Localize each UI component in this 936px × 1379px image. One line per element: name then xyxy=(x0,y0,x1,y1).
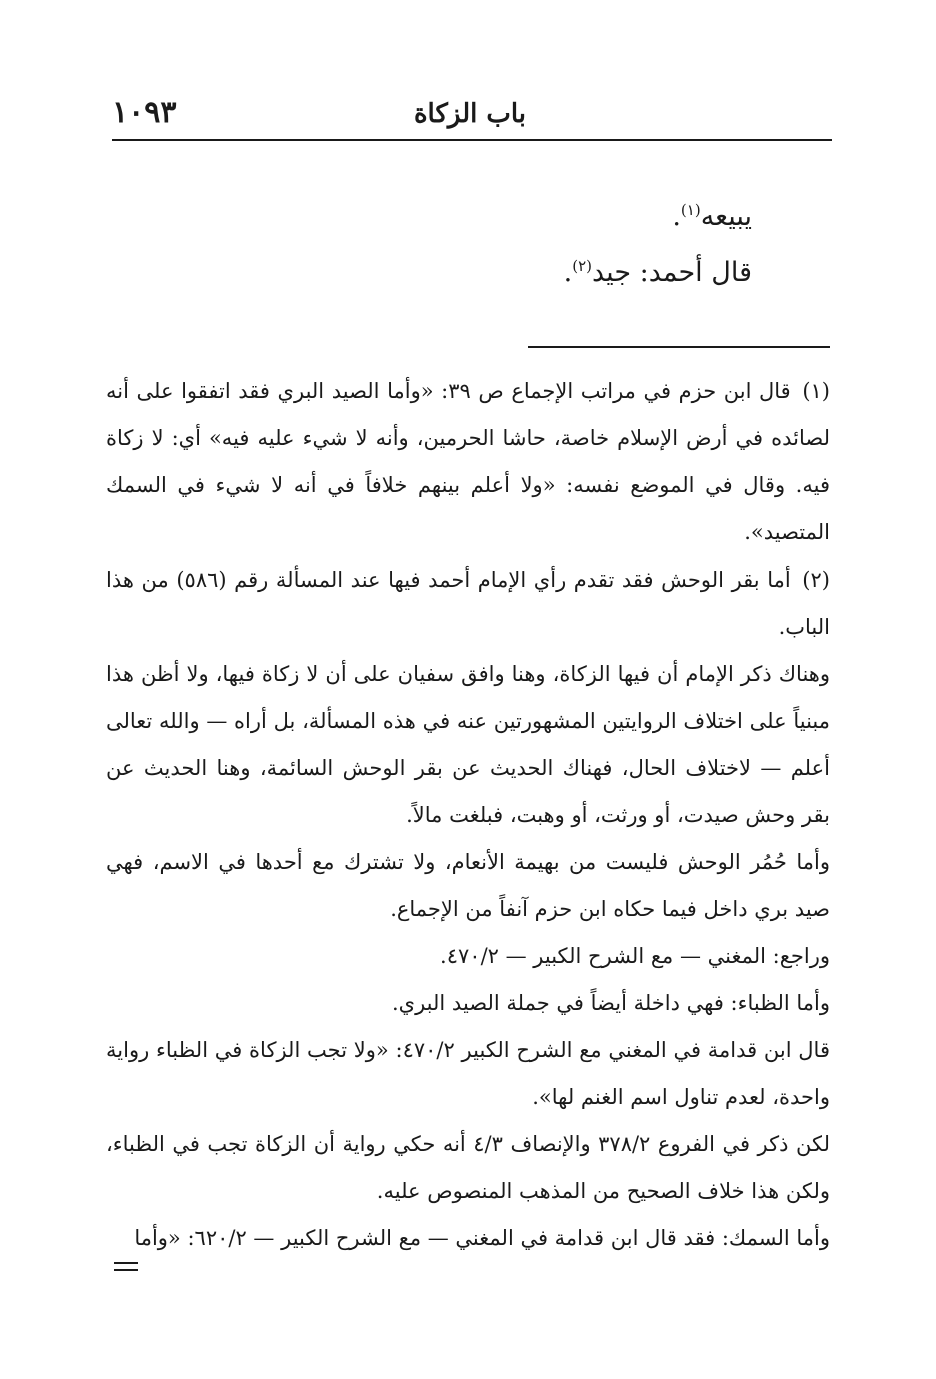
main-text-1-end: . xyxy=(672,201,681,232)
main-text-line-1 xyxy=(672,188,752,239)
footnote-1 xyxy=(106,368,830,556)
footnote-1-number: (١) xyxy=(802,379,830,403)
footnote-2-number: (٢) xyxy=(802,568,830,592)
footnote-paragraph-1: وهناك ذكر الإمام أن فيها الزكاة، وهنا وافق سفيان على أن لا زكاة فيها، ولا أظن هذا مبنياً على اختلاف الروايتين المشهورتين عنه في هذه المسألة، بل أراه — والله تعالى أعلم — لاختلاف الحال، فهناك الحديث عن بقر الوحش السائمة، وهنا الحديث عن بقر وحش صيدت، أو ورثت، أو وهبت، فبلغت مالاً. xyxy=(106,662,830,827)
main-text-1: يبيعه xyxy=(700,201,752,232)
footnote-paragraph-4: وأما الظباء: فهي داخلة أيضاً في جملة الصيد البري. xyxy=(391,991,830,1015)
footnote-paragraph-2: وأما حُمُر الوحش فليست من بهيمة الأنعام، ولا تشترك مع أحدها في الاسم، فهي صيد بري داخل فيما حكاه ابن حزم آنفاً من الإجماع. xyxy=(106,850,830,921)
chapter-title: باب الزكاة xyxy=(413,99,527,129)
footnote-2 xyxy=(106,557,830,651)
footnote-paragraph-5: قال ابن قدامة في المغني مع الشرح الكبير ٤٧٠/٢: «ولا تجب الزكاة في الظباء رواية واحدة، لعدم تناول اسم الغنم لها». xyxy=(106,1038,830,1109)
main-text-2-end: . xyxy=(563,257,573,288)
main-text-line-2 xyxy=(564,244,752,295)
header-divider xyxy=(112,139,832,141)
footnote-paragraph-6: لكن ذكر في الفروع ٣٧٨/٢ والإنصاف ٤/٣ أنه حكي رواية أن الزكاة تجب في الظباء، ولكن هذا خلاف الصحيح من المذهب المنصوص عليه. xyxy=(106,1132,830,1203)
footnote-paragraph-3: وراجع: المغني — مع الشرح الكبير — ٤٧٠/٢. xyxy=(440,944,830,968)
page-number: ١٠٩٣ xyxy=(112,95,177,130)
footnote-1-text: قال ابن حزم في مراتب الإجماع ص ٣٩: «وأما الصيد البري فقد اتفقوا على أنه لصائده في أرض الإسلام خاصة، حاشا الحرمين، وأنه لا شيء عليه فيه» أي: لا زكاة فيه. وقال في الموضع نفسه: «ولا أعلم بينهم خلافاً في أنه لا شيء في السمك المتصيد». xyxy=(106,379,830,544)
footnote-ref-1: (١) xyxy=(680,201,701,219)
footnote-2-text: أما بقر الوحش فقد تقدم رأي الإمام أحمد فيها عند المسألة رقم (٥٨٦) من هذا الباب. xyxy=(106,568,830,639)
footnote-separator xyxy=(528,346,830,348)
continuation-mark xyxy=(114,1262,138,1276)
footnote-paragraph-7: وأما السمك: فقد قال ابن قدامة في المغني — مع الشرح الكبير — ٦٢٠/٢: «وأما xyxy=(134,1226,830,1250)
footnote-ref-2: (٢) xyxy=(572,257,592,275)
main-text-2: قال أحمد: جيد xyxy=(592,257,752,288)
